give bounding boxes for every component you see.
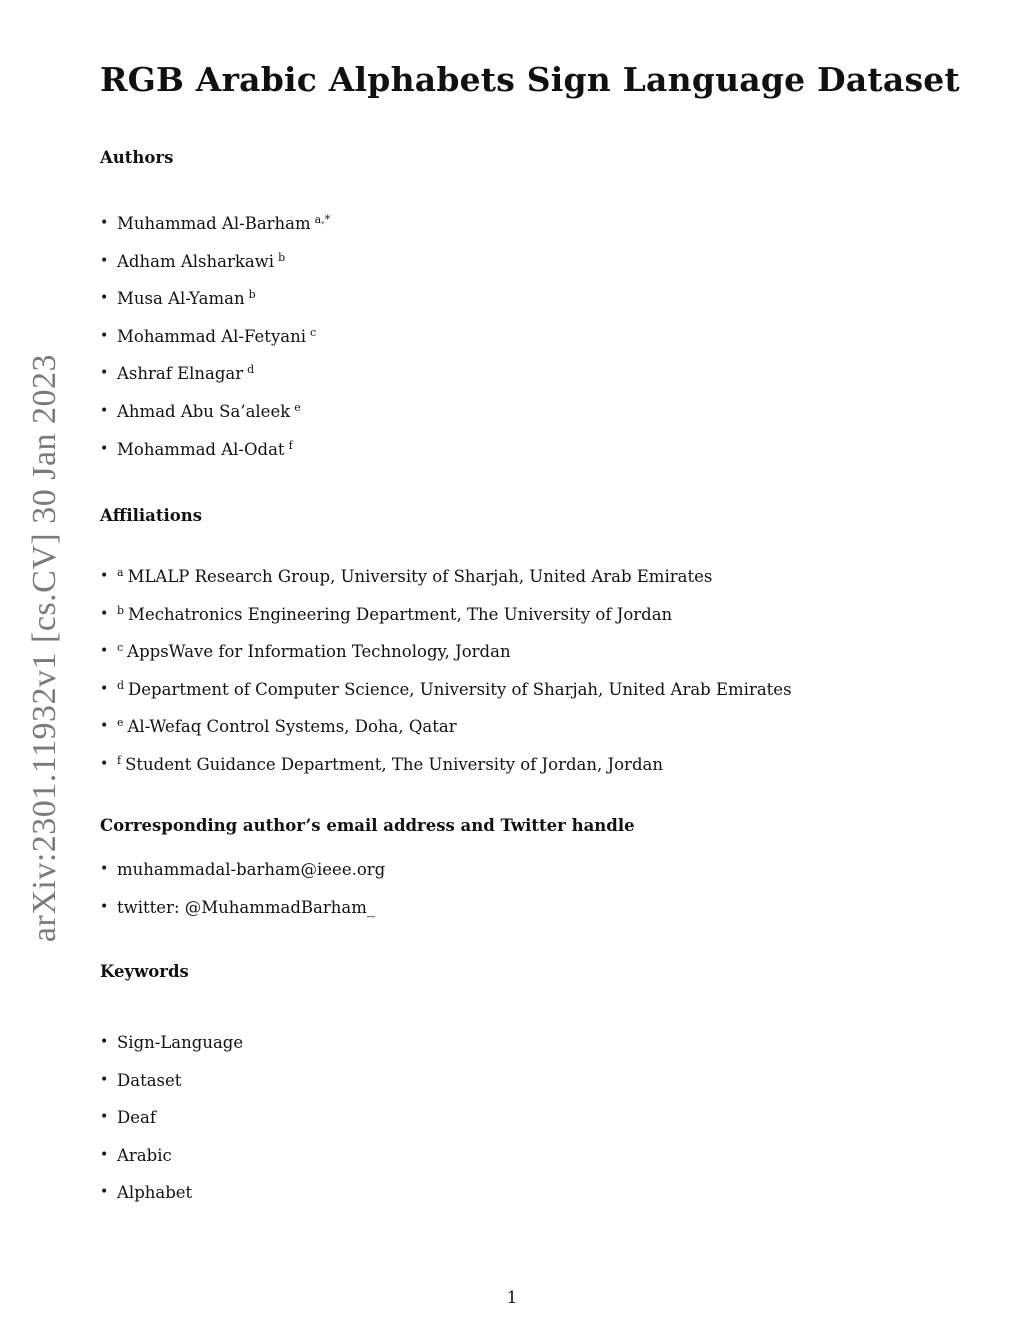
author-item xyxy=(100,243,330,281)
author-item xyxy=(100,280,330,318)
author-name: Ashraf Elnagar xyxy=(117,364,244,384)
affiliation-marker: f xyxy=(117,753,122,767)
authors-heading: Authors xyxy=(100,148,174,167)
contact-heading: Corresponding author’s email address and Twitter handle xyxy=(100,816,635,835)
author-item xyxy=(100,318,330,356)
contact-list xyxy=(100,851,385,926)
bullet-icon: • xyxy=(100,605,109,622)
bullet-icon: • xyxy=(100,861,109,877)
keyword-text: Alphabet xyxy=(117,1183,193,1203)
author-affiliation-marker: c xyxy=(310,325,317,339)
keyword-text: Deaf xyxy=(117,1108,156,1128)
author-item xyxy=(100,355,330,393)
bullet-icon: • xyxy=(100,568,109,584)
author-name: Adham Alsharkawi xyxy=(117,251,275,271)
keyword-item xyxy=(100,1062,243,1100)
bullet-icon: • xyxy=(100,718,109,735)
authors-list xyxy=(100,205,330,468)
affiliation-item xyxy=(100,633,792,671)
affiliations-heading: Affiliations xyxy=(100,506,203,525)
author-name: Mohammad Al-Odat xyxy=(117,439,285,459)
bullet-icon: • xyxy=(100,402,109,419)
affiliation-text: MLALP Research Group, University of Sharjah, United Arab Emirates xyxy=(127,567,713,586)
author-item xyxy=(100,393,330,431)
keyword-text: Dataset xyxy=(117,1070,182,1090)
bullet-icon: • xyxy=(100,290,109,307)
paper-title: RGB Arabic Alphabets Sign Language Dataset xyxy=(100,60,960,99)
bullet-icon: • xyxy=(100,643,109,660)
affiliation-item xyxy=(100,708,792,746)
author-affiliation-marker: b xyxy=(248,288,256,302)
bullet-icon: • xyxy=(100,440,109,457)
affiliation-text: Mechatronics Engineering Department, The University of Jordan xyxy=(128,604,673,624)
bullet-icon: • xyxy=(100,327,109,344)
bullet-icon: • xyxy=(100,1071,109,1088)
affiliation-marker: e xyxy=(117,716,124,730)
affiliation-text: Al-Wefaq Control Systems, Doha, Qatar xyxy=(127,717,457,737)
affiliation-item xyxy=(100,558,792,596)
bullet-icon: • xyxy=(100,1184,109,1201)
author-item xyxy=(100,431,330,469)
author-affiliation-marker: e xyxy=(294,400,301,414)
bullet-icon: • xyxy=(100,1034,109,1050)
affiliation-text: Student Guidance Department, The University of Jordan, Jordan xyxy=(125,754,663,774)
keyword-text: Arabic xyxy=(117,1145,172,1165)
affiliation-text: Department of Computer Science, University of Sharjah, United Arab Emirates xyxy=(128,679,792,699)
twitter-handle[interactable]: twitter: @MuhammadBarham_ xyxy=(117,897,376,917)
bullet-icon: • xyxy=(100,898,109,915)
author-affiliation-marker: d xyxy=(247,363,255,377)
affiliation-marker: a xyxy=(117,566,124,579)
keyword-item xyxy=(100,1137,243,1175)
contact-email[interactable] xyxy=(100,851,385,889)
keyword-text: Sign-Language xyxy=(117,1033,244,1052)
author-item xyxy=(100,205,330,243)
author-affiliation-marker: a,* xyxy=(314,213,331,226)
affiliation-item xyxy=(100,671,792,709)
contact-twitter[interactable] xyxy=(100,889,385,927)
bullet-icon: • xyxy=(100,215,109,231)
bullet-icon: • xyxy=(100,755,109,772)
bullet-icon: • xyxy=(100,680,109,697)
bullet-icon: • xyxy=(100,1109,109,1126)
affiliation-text: AppsWave for Information Technology, Jordan xyxy=(127,642,511,662)
bullet-icon: • xyxy=(100,252,109,269)
affiliation-item xyxy=(100,746,792,784)
bullet-icon: • xyxy=(100,1146,109,1163)
author-affiliation-marker: f xyxy=(288,438,293,452)
affiliation-marker: c xyxy=(117,641,124,655)
email-address[interactable]: muhammadal-barham@ieee.org xyxy=(117,860,386,879)
bullet-icon: • xyxy=(100,365,109,382)
keywords-heading: Keywords xyxy=(100,962,189,981)
affiliations-list xyxy=(100,558,792,784)
author-name: Musa Al-Yaman xyxy=(117,289,245,309)
keyword-item xyxy=(100,1099,243,1137)
keyword-item xyxy=(100,1024,243,1062)
author-name: Mohammad Al-Fetyani xyxy=(117,326,307,346)
author-name: Ahmad Abu Sa’aleek xyxy=(117,401,291,421)
author-affiliation-marker: b xyxy=(278,250,286,264)
keywords-list xyxy=(100,1024,243,1212)
affiliation-marker: d xyxy=(117,678,125,692)
arxiv-identifier-stamp: arXiv:2301.11932v1 [cs.CV] 30 Jan 2023 xyxy=(26,353,63,943)
author-name: Muhammad Al-Barham xyxy=(117,214,311,233)
page-number: 1 xyxy=(506,1288,518,1307)
keyword-item xyxy=(100,1174,243,1212)
affiliation-item xyxy=(100,596,792,634)
affiliation-marker: b xyxy=(117,603,125,617)
